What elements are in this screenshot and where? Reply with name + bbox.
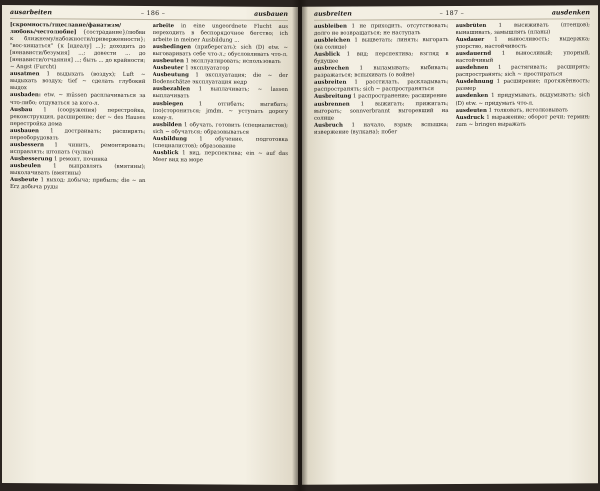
dictionary-entry xyxy=(456,114,591,129)
entry-headword: Ausdehnung xyxy=(455,79,494,86)
entry-headword: ausdehnen xyxy=(455,65,489,72)
entry-body: etw. ~ müssen расплачиваться за что-либо; отдуваться за кого-л. xyxy=(10,92,146,107)
entry-body: 1 придумывать, выдумывать; sich (D) etw. ~ придумать что-л. xyxy=(455,92,590,107)
entry-headword: Ausdauer xyxy=(455,36,485,44)
dictionary-entry xyxy=(456,93,591,108)
entry-headword: ausbrechen xyxy=(314,65,350,72)
right-page xyxy=(302,5,598,485)
entry-headword: Ausblick xyxy=(152,149,179,157)
entry-headword: ausbedingen xyxy=(152,44,192,51)
entry-body: 1 ремонт, починка xyxy=(52,156,108,163)
entry-body: 1 выплачивать; ~ lassen выплачивать xyxy=(152,86,288,100)
entry-body: 1 обучать, готовить (специалистов); sich ~ обучаться; образовываться xyxy=(152,121,288,136)
left-page-column-2 xyxy=(153,23,289,482)
left-header-word-left: ausarbeiten xyxy=(10,9,52,17)
dictionary-entry xyxy=(10,177,146,192)
dictionary-entry xyxy=(153,101,289,123)
dictionary-entry xyxy=(10,128,146,143)
right-header-word-right: ausdenken xyxy=(551,9,590,17)
entry-headword: Ausbildung xyxy=(152,135,187,143)
entry-headword: ausdauernd xyxy=(455,50,492,58)
dictionary-entry xyxy=(314,37,449,52)
entry-body: 1 выцветать; линять; выгорать (на солнце) xyxy=(314,37,449,51)
entry-headword: ausbleiben xyxy=(314,23,347,30)
dictionary-entry xyxy=(153,23,289,45)
entry-headword: Ausblick xyxy=(314,51,341,58)
right-header-word-left: ausbreiten xyxy=(314,10,352,18)
entry-headword: ausbrennen xyxy=(314,101,350,108)
entry-body: 1 растягивать; расширять; распространять; sich ~ простираться xyxy=(455,64,590,79)
dictionary-entry xyxy=(456,50,591,65)
dictionary-entry xyxy=(10,142,146,157)
entry-headword: ausbaden: xyxy=(10,92,41,99)
entry-headword: Ausbreitung xyxy=(314,93,352,101)
entry-headword: Ausbruch xyxy=(314,122,343,129)
dictionary-entry xyxy=(314,101,449,123)
dictionary-entry xyxy=(10,107,146,129)
entry-headword: ausbezahlen xyxy=(152,86,191,93)
entry-headword: ausbessern xyxy=(10,141,44,149)
entry-body: {сострадание}/любви к ближнему/набожности/приверженности}; "вос-хищаться" {к [идеалу] ...}; доходить до [ненависти/безумия] ...; довести ... до [ненависти/отчаяния] ...; быть ... до крайности; ~ Angst (Furcht) xyxy=(10,29,146,71)
dictionary-entry xyxy=(10,92,146,107)
entry-body: 1 расширение; протяжённость; размер xyxy=(455,78,590,93)
dictionary-entry xyxy=(10,71,146,93)
dictionary-entry xyxy=(153,122,289,137)
dictionary-entry xyxy=(314,51,449,66)
left-page xyxy=(2,5,298,485)
entry-headword: Ausbau xyxy=(10,106,33,113)
entry-headword: ausbeulen xyxy=(10,162,41,170)
dictionary-entry xyxy=(456,36,591,51)
entry-headword: ausdeuten xyxy=(455,107,487,114)
entry-headword: arbeite xyxy=(152,23,174,30)
entry-body: 1 выносливость; выдержка; упорство, настойчивость xyxy=(455,36,590,51)
entry-body: 1 вид; перспектива; взгляд в будущее xyxy=(314,51,449,65)
entry-body: 1 вид, перспектива; ein ~ auf das Meer вид на море xyxy=(152,150,288,164)
entry-headword: Ausdruck xyxy=(455,114,485,121)
entry-body: 1 выносливый; упорный, настойчивый xyxy=(455,50,590,65)
entry-body: 1 выражение; оборот речи; термин; zum ~ bringen выражать xyxy=(455,113,590,128)
entry-body: 1 эксплуатация; die ~ der Bodenschätze эксплуатация недр xyxy=(152,72,288,87)
entry-headword: ausbauen xyxy=(10,127,39,134)
entry-body: 1 расстилать, раскладывать; распространять; sich ~ распространяться xyxy=(314,79,449,94)
dictionary-entry xyxy=(314,65,449,80)
right-page-number: – 187 – xyxy=(439,9,465,18)
left-page-number: – 186 – xyxy=(140,9,166,18)
dictionary-entry xyxy=(10,163,146,178)
left-page-column-1 xyxy=(10,22,146,481)
entry-body: 1 выправлять (вмятины); выколачивать (вмятины) xyxy=(10,163,146,177)
dictionary-entry xyxy=(314,23,449,38)
entry-headword: ausbrüten xyxy=(455,22,487,29)
dictionary-entry xyxy=(314,122,449,137)
entry-headword: ausdenken xyxy=(455,93,489,100)
dictionary-entry xyxy=(153,44,289,59)
entry-body: 1 толковать, истолковывать xyxy=(486,106,568,114)
entry-headword: Ausbeuter xyxy=(152,65,184,72)
entry-body: 1 обучение, подготовка (специалистов); образование xyxy=(152,136,288,150)
entry-body: 1 высиживать (птенцов); вынашивать, замышлять (планы) xyxy=(455,22,590,37)
dictionary-entry xyxy=(153,136,289,151)
left-header-word-right: ausbauen xyxy=(254,10,288,18)
entry-headword: ausatmen xyxy=(10,71,40,78)
dictionary-entry xyxy=(10,22,146,72)
entry-headword: ausbreiten xyxy=(314,79,347,87)
entry-body: 1 (сооружения) перестройка, реконструкция, расширение; der ~ des Hauses перестройка дома xyxy=(10,106,146,128)
entry-body: 1 начало, взрыв; вспышка; извержение (вулкана); побег xyxy=(314,121,449,136)
entry-body: 1 выжигать; прижигать; выгорать; sonnverbrannt выгоревший на солнце xyxy=(314,100,449,122)
dictionary-entry xyxy=(456,22,591,37)
entry-body: 1 эксплуатировать; использовать xyxy=(183,58,281,66)
dictionary-entry xyxy=(314,79,449,94)
entry-body: 1 эксплуататор xyxy=(183,65,230,72)
entry-body: (приберегать): sich (D) etw. ~ выговаривать себе что-л.; обусловливать что-л. xyxy=(152,44,288,59)
entry-headword: Ausbeutung xyxy=(152,72,189,79)
dictionary-entry xyxy=(153,150,289,165)
dictionary-entry xyxy=(153,86,289,101)
dictionary-entry xyxy=(456,79,591,94)
entry-headword: Ausbeute xyxy=(10,177,39,184)
entry-body: 1 выламывать; выбивать; разражаться; вспыхивать (о войне) xyxy=(314,65,449,80)
entry-headword: Ausbesserung xyxy=(10,155,53,163)
entry-body: 1 не приходить, отсутствовать; долго не возвращаться; не наступать xyxy=(314,23,449,37)
right-page-column-1 xyxy=(314,23,449,482)
dictionary-entry xyxy=(153,72,289,87)
dictionary-entry xyxy=(456,65,591,80)
entry-body: 1 чинить, ремонтировать; исправлять; штопать (чулки) xyxy=(10,142,146,156)
left-page-header xyxy=(10,9,288,21)
entry-headword: ausbiegen xyxy=(152,100,184,107)
entry-body: 1 отгибать; выгибать; (по)сторониться; jmdm. ~ уступать дорогу кому-л. xyxy=(152,100,288,121)
entry-headword: [скромность/тщеславие/фанатизм/любовь/честолюбие] xyxy=(10,22,122,36)
entry-body: in eine ungeordnete Flucht aus переходить в беспорядочное бегство; ich arbeite in meiner Ausbildung ... xyxy=(152,23,288,44)
entry-body: 1 выход; добыча; прибыль; die ~ an Erz добыча руды xyxy=(10,177,146,191)
entry-body: 1 распространение; расширение xyxy=(351,93,447,100)
entry-headword: ausbleichen xyxy=(314,37,351,44)
entry-headword: ausbilden xyxy=(152,121,182,128)
right-page-header xyxy=(314,9,590,20)
entry-body: 1 выдыхать (воздух); Luft ~ выдыхать воздух; tief ~ сделать глубокий выдох xyxy=(10,71,146,92)
right-page-column-2 xyxy=(456,22,591,481)
entry-body: 1 достраивать; расширять; переоборудовать xyxy=(10,127,146,142)
entry-headword: ausbeuten xyxy=(152,58,184,65)
